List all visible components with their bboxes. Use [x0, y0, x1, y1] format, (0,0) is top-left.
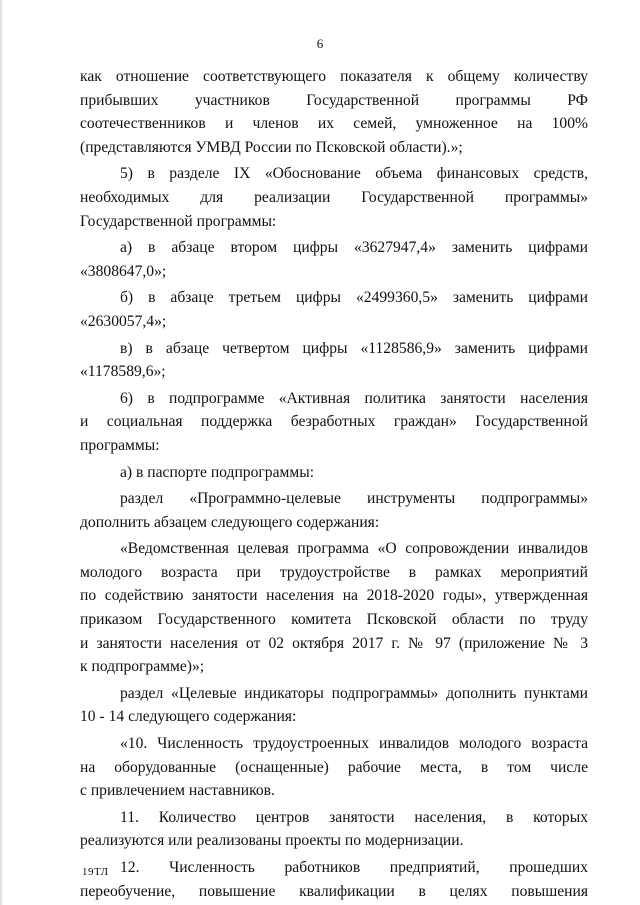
text-line: раздел «Программно-целевые инструменты подпрограммы»	[120, 490, 588, 508]
text-line: Государственной программы:	[80, 212, 277, 230]
text-line: и занятости населения от 02 октября 2017 г. № 97 (приложение № 3	[80, 634, 588, 652]
text-line: раздел «Целевые индикаторы подпрограммы» дополнить пунктами	[120, 684, 588, 702]
text-line: в) в абзаце четвертом цифры «1128586,9» заменить цифрами	[120, 339, 588, 357]
text-line: «2630057,4»;	[80, 312, 167, 330]
text-line: а) в абзаце втором цифры «3627947,4» заменить цифрами	[120, 239, 588, 257]
text-line: соотечественников и членов их семей, умноженное на 100%	[80, 115, 588, 133]
text-line: переобучение, повышение квалификации в целях повышения	[80, 882, 588, 900]
text-line: б) в абзаце третьем цифры «2499360,5» заменить цифрами	[120, 289, 588, 307]
text-line: (представляются УМВД России по Псковской области).»;	[80, 138, 463, 156]
text-line: к подпрограмме)»;	[80, 658, 205, 676]
text-line: молодого возраста при трудоустройстве в рамках мероприятий	[80, 563, 588, 581]
text-line: 6) в подпрограмме «Активная политика занятости населения	[120, 389, 588, 407]
footer-code: 19ТЛ	[82, 866, 109, 878]
document-body	[80, 65, 588, 903]
scan-edge-shadow	[0, 0, 3, 905]
text-line: по содействию занятости населения на 2018-2020 годы», утвержденная	[80, 587, 588, 605]
text-line: программы:	[80, 436, 160, 454]
text-line: и социальная поддержка безработных граждан» Государственной	[80, 413, 588, 431]
text-line: «Ведомственная целевая программа «О сопровождении инвалидов	[120, 540, 588, 558]
page-number: 6	[316, 36, 324, 51]
text-line: 12. Численность работников предприятий, прошедших	[120, 859, 588, 876]
text-line: приказом Государственного комитета Псковской области по труду	[80, 611, 588, 629]
text-line: «1178589,6»;	[80, 363, 166, 381]
text-line: 11. Количество центров занятости населения, в которых	[120, 808, 588, 826]
text-line: 10 - 14 следующего содержания:	[80, 708, 297, 726]
text-line: «10. Численность трудоустроенных инвалидов молодого возраста	[120, 735, 588, 753]
text-line: прибывших участников Государственной программы РФ	[80, 91, 588, 109]
text-line: на оборудованные (оснащенные) рабочие места, в том числе	[80, 758, 588, 776]
text-line: как отношение соответствующего показателя к общему количеству	[80, 68, 588, 85]
text-line: а) в паспорте подпрограммы:	[120, 463, 315, 481]
text-line: 5) в разделе IX «Обоснование объема финансовых средств,	[120, 165, 588, 183]
text-line: «3808647,0»;	[80, 262, 167, 280]
text-line: с привлечением наставников.	[80, 782, 275, 800]
text-line: дополнить абзацем следующего содержания:	[80, 513, 380, 531]
text-line: реализуются или реализованы проекты по модернизации.	[80, 832, 464, 850]
text-line: необходимых для реализации Государственной программы»	[80, 188, 588, 206]
